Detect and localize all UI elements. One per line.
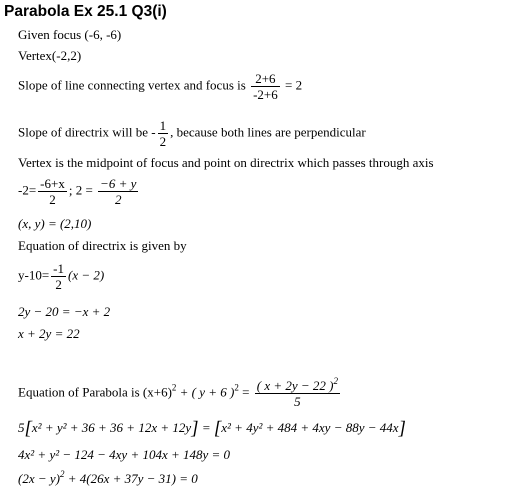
bracket-close-right: ] — [398, 418, 406, 439]
mid-separator: ; 2 = — [68, 182, 93, 198]
directrix-slope-numerator: 1 — [159, 118, 167, 133]
bracket-close-left: ] — [191, 418, 199, 439]
slope-fraction — [251, 72, 280, 101]
final-exp: 2 — [59, 469, 65, 479]
parabola-fraction — [255, 376, 340, 409]
line-denominator: 2 — [51, 276, 66, 291]
mid-denominator-x: 2 — [38, 191, 67, 206]
equation-2: 2y − 20 = −x + 2 — [18, 304, 111, 319]
expansion-right: x² + 4y² + 484 + 4xy − 88y − 44x — [221, 420, 399, 435]
line-rhs: (x − 2) — [68, 267, 105, 283]
mid-denominator-y: 2 — [98, 191, 138, 206]
parabola-line — [18, 376, 342, 409]
directrix-slope-text: Slope of directrix will be - — [18, 124, 156, 140]
parabola-numerator-text: ( x + 2y − 22 ) — [256, 378, 334, 393]
midpoint-equations — [18, 177, 140, 206]
final-part-b: + 4(26x + 37y − 31) = 0 — [67, 471, 198, 486]
parabola-denominator: 5 — [255, 393, 340, 408]
parabola-numerator — [255, 376, 340, 393]
expansion-line — [18, 418, 406, 439]
slope-line — [18, 72, 302, 101]
directrix-slope-fraction — [158, 119, 169, 148]
parabola-eq: = — [242, 384, 250, 400]
vertex-line: Vertex(-2,2) — [18, 48, 82, 63]
final-equation — [18, 469, 198, 486]
line-equation — [18, 262, 104, 291]
slope-result: = 2 — [284, 77, 303, 93]
mid-numerator-x: -6+x — [40, 176, 65, 191]
directrix-slope-denominator: 2 — [159, 134, 167, 149]
parabola-exp-2: 2 — [234, 382, 239, 393]
directrix-slope-line — [18, 119, 366, 148]
parabola-text: Equation of Parabola is (x+6) — [18, 384, 172, 400]
midpoint-line: Vertex is the midpoint of focus and point on directrix which passes through axis — [18, 155, 434, 170]
bracket-open-right: [ — [213, 418, 222, 439]
directrix-slope-rest: , because both lines are perpendicular — [170, 124, 366, 140]
given-focus-line: Given focus (-6, -6) — [18, 27, 122, 42]
mid-lhs: -2= — [18, 182, 37, 198]
page-title: Parabola Ex 25.1 Q3(i) — [4, 3, 167, 20]
directrix-equation-line: Equation of directrix is given by — [18, 238, 187, 253]
xy-line: (x, y) = (2,10) — [18, 216, 92, 231]
mid-numerator-y: −6 + y — [100, 176, 137, 191]
line-fraction — [51, 262, 66, 291]
mid-fraction-x — [38, 177, 67, 206]
slope-denominator: -2+6 — [253, 87, 278, 102]
slope-text: Slope of line connecting vertex and focus is — [18, 77, 246, 93]
final-part-a: (2x − y) — [18, 471, 60, 486]
expansion-eq: = — [201, 420, 211, 435]
parabola-plus: + ( y + 6 ) — [179, 384, 235, 400]
expansion-left: x² + y² + 36 + 36 + 12x + 12y — [31, 420, 192, 435]
parabola-exp-1: 2 — [171, 382, 177, 393]
expansion-lead: 5 — [18, 420, 25, 435]
line-numerator: -1 — [53, 261, 65, 276]
bracket-open-left: [ — [24, 418, 32, 439]
parabola-exp-3: 2 — [333, 376, 338, 386]
line-lhs: y-10= — [18, 267, 50, 283]
mid-fraction-y — [98, 177, 138, 206]
equation-4: 4x² + y² − 124 − 4xy + 104x + 148y = 0 — [18, 447, 231, 462]
slope-numerator: 2+6 — [255, 71, 276, 86]
equation-3: x + 2y = 22 — [18, 326, 80, 341]
